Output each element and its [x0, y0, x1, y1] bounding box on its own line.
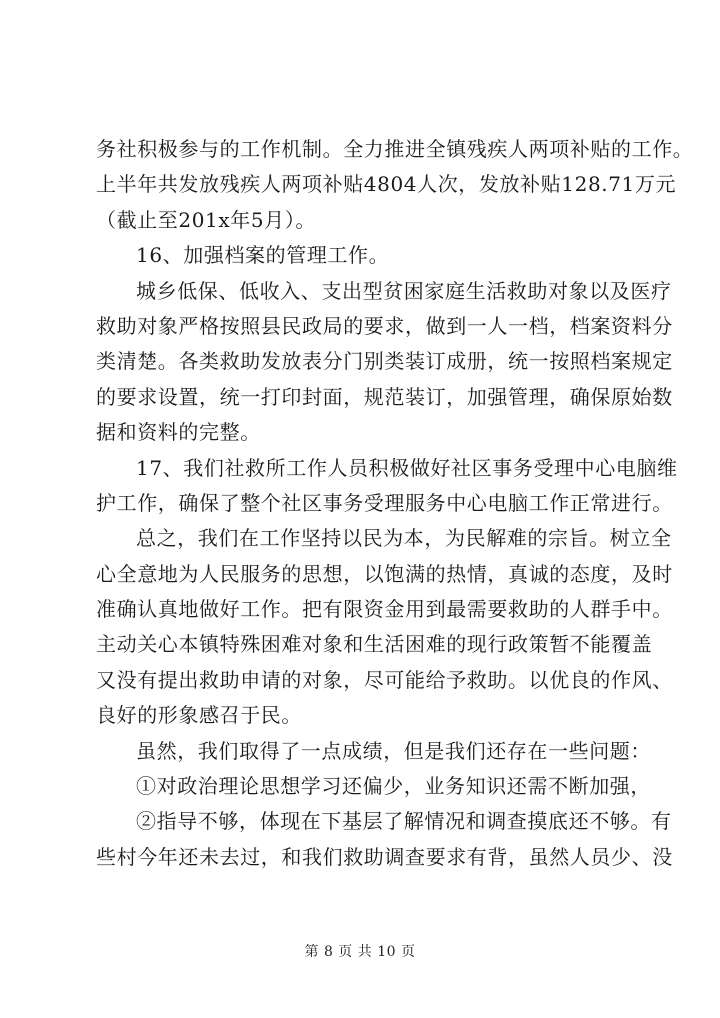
text-line: 务社积极参与的工作机制。全力推进全镇残疾人两项补贴的工作。	[96, 137, 694, 161]
text-line: 上半年共发放残疾人两项补贴4804人次，发放补贴128.71万元	[96, 172, 677, 197]
text-line: 护工作，确保了整个社区事务受理服务中心电脑工作正常进行。	[96, 490, 673, 515]
list-item-2: ②指导不够，体现在下基层了解情况和调查摸底还不够。有	[136, 809, 672, 834]
page-number-footer: 第 8 页 共 10 页	[304, 944, 416, 960]
text-line: 救助对象严格按照县民政局的要求，做到一人一档，档案资料分	[96, 313, 673, 338]
section-heading-16: 16、加强档案的管理工作。	[136, 243, 390, 268]
list-item-1: ①对政治理论思想学习还偏少，业务知识还需不断加强，	[136, 774, 651, 799]
document-body	[96, 132, 694, 875]
text-line: 又没有提出救助申请的对象，尽可能给予救助。以优良的作风、	[96, 667, 673, 692]
text-line: 主动关心本镇特殊困难对象和生活困难的现行政策暂不能覆盖	[96, 632, 653, 657]
text-line: 城乡低保、低收入、支出型贫困家庭生活救助对象以及医疗	[136, 278, 672, 303]
text-line: 些村今年还未去过，和我们救助调查要求有背，虽然人员少、没	[96, 844, 673, 869]
text-line: 总之，我们在工作坚持以民为本，为民解难的宗旨。树立全	[136, 526, 672, 551]
text-line: 据和资料的完整。	[96, 420, 261, 445]
text-line: 良好的形象感召于民。	[96, 703, 302, 728]
text-line: 准确认真地做好工作。把有限资金用到最需要救助的人群手中。	[96, 597, 673, 622]
text-line: （截止至201x年5月）。	[96, 207, 316, 232]
text-line: 的要求设置，统一打印封面，规范装订，加强管理，确保原始数	[96, 384, 673, 409]
text-line: 心全意地为人民服务的思想，以饱满的热情，真诚的态度，及时	[96, 561, 673, 586]
section-heading-17: 17、我们社救所工作人员积极做好社区事务受理中心电脑维	[136, 455, 678, 480]
text-line: 类清楚。各类救助发放表分门别类装订成册，统一按照档案规定	[96, 349, 673, 374]
text-line: 虽然，我们取得了一点成绩，但是我们还存在一些问题：	[136, 738, 651, 763]
